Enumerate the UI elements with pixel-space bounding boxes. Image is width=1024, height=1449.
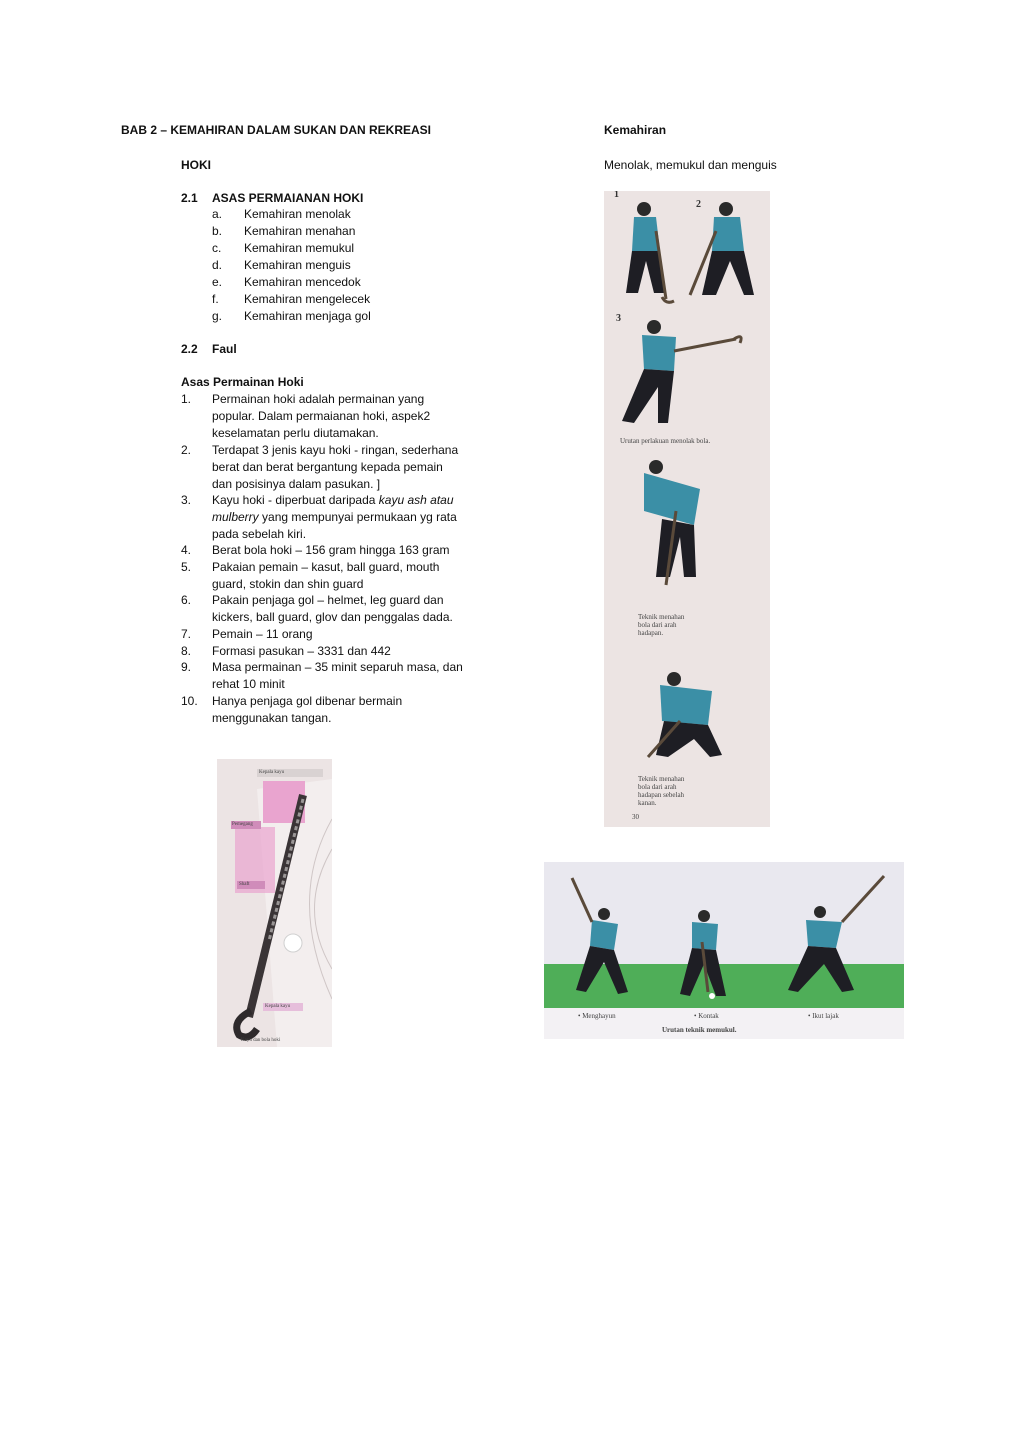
skills-list xyxy=(212,206,512,326)
point-line: Masa permainan – 35 minit separuh masa, dan xyxy=(212,660,463,674)
stick-label: Pemegang xyxy=(232,822,253,827)
hitting-figure xyxy=(544,862,904,1039)
section-2-2-number: 2.2 xyxy=(181,342,198,356)
point-line xyxy=(212,492,454,509)
sport-title: HOKI xyxy=(181,158,211,172)
section-2-2-title: Faul xyxy=(212,342,237,356)
skill-item: Kemahiran memukul xyxy=(244,241,355,255)
point-line: Pakaian pemain – kasut, ball guard, mouth xyxy=(212,560,440,574)
skill-letter: b. xyxy=(212,224,223,238)
point-line: pada sebelah kiri. xyxy=(212,527,307,541)
point-number: 9. xyxy=(181,660,192,674)
point-line: Pakain penjaga gol – helmet, leg guard dan xyxy=(212,593,444,607)
point-number: 6. xyxy=(181,593,192,607)
point-number: 2. xyxy=(181,443,192,457)
point-line: popular. Dalam permaianan hoki, aspek2 xyxy=(212,409,431,423)
push-stop-figure xyxy=(604,191,770,827)
chapter-title: BAB 2 – KEMAHIRAN DALAM SUKAN DAN REKREASI xyxy=(121,123,432,137)
point-line: Permainan hoki adalah permainan yang xyxy=(212,392,425,406)
skill-letter: e. xyxy=(212,275,223,289)
step-label: 2 xyxy=(696,199,701,210)
section-2-1-title: ASAS PERMAIANAN HOKI xyxy=(212,191,364,205)
point-line: menggunakan tangan. xyxy=(212,711,332,725)
point-number: 8. xyxy=(181,644,192,658)
section-2-1-number: 2.1 xyxy=(181,191,198,205)
point-number: 7. xyxy=(181,627,192,641)
point-line: Hanya penjaga gol dibenar bermain xyxy=(212,694,403,708)
point-line: Pemain – 11 orang xyxy=(212,627,313,641)
skill-item: Kemahiran mengelecek xyxy=(244,292,371,306)
skill-item: Kemahiran menahan xyxy=(244,224,356,238)
stick-label: Kepala kayu xyxy=(259,770,285,775)
figure-caption: Urutan teknik memukul. xyxy=(662,1026,737,1034)
point-line: Formasi pasukan – 3331 dan 442 xyxy=(212,644,391,658)
skill-item: Kemahiran menguis xyxy=(244,258,351,272)
point-number: 4. xyxy=(181,543,192,557)
stick-label: Kepala kayu xyxy=(265,1004,291,1009)
skill-item: Kemahiran menolak xyxy=(244,207,351,221)
basics-list xyxy=(181,391,501,741)
point-italic: mulberry xyxy=(212,510,259,524)
right-subheading: Menolak, memukul dan menguis xyxy=(604,158,777,172)
point-line: rehat 10 minit xyxy=(212,677,285,691)
skill-letter: a. xyxy=(212,207,223,221)
point-number: 10. xyxy=(181,694,198,708)
point-line: Berat bola hoki – 156 gram hingga 163 gram xyxy=(212,543,450,557)
page-number: 30 xyxy=(632,813,639,821)
point-line: guard, stokin dan shin guard xyxy=(212,577,364,591)
hockey-stick-figure xyxy=(217,759,332,1047)
step-label: 3 xyxy=(616,313,621,324)
right-heading: Kemahiran xyxy=(604,123,667,137)
point-text: Kayu hoki - diperbuat daripada xyxy=(212,493,379,507)
skill-item: Kemahiran menjaga gol xyxy=(244,309,371,323)
point-line: keselamatan perlu diutamakan. xyxy=(212,426,379,440)
point-line: Terdapat 3 jenis kayu hoki - ringan, sederhana xyxy=(212,443,459,457)
figure-caption: Teknik menahan bola dari arah hadapan sebelah kanan. xyxy=(638,775,685,807)
point-italic: kayu ash atau xyxy=(378,493,454,507)
figure-caption: • Kontak xyxy=(694,1012,719,1020)
basics-heading: Asas Permainan Hoki xyxy=(181,375,304,389)
skill-letter: c. xyxy=(212,241,222,255)
point-line xyxy=(212,509,457,526)
skill-item: Kemahiran mencedok xyxy=(244,275,361,289)
point-line: berat dan berat bergantung kepada pemain xyxy=(212,460,443,474)
point-number: 3. xyxy=(181,493,192,507)
point-number: 1. xyxy=(181,392,192,406)
figure-caption: • Menghayun xyxy=(578,1012,616,1020)
step-label: 1 xyxy=(614,191,619,200)
point-line: dan posisinya dalam pasukan. ] xyxy=(212,477,381,491)
figure-caption: Kayu dan bola hoki xyxy=(241,1038,281,1043)
skill-letter: f. xyxy=(212,292,219,306)
point-number: 5. xyxy=(181,560,192,574)
figure-caption: Teknik menahan bola dari arah hadapan. xyxy=(638,613,685,637)
skill-letter: g. xyxy=(212,309,223,323)
point-line: kickers, ball guard, glov dan penggalas dada. xyxy=(212,610,453,624)
stick-label: Shaft xyxy=(239,882,250,887)
figure-caption: Urutan perlakuan menolak bola. xyxy=(620,437,711,445)
figure-caption: • Ikut lajak xyxy=(808,1012,839,1020)
point-text: yang mempunyai permukaan yg rata xyxy=(258,510,457,524)
push-stop-illustration xyxy=(604,191,770,827)
skill-letter: d. xyxy=(212,258,223,272)
